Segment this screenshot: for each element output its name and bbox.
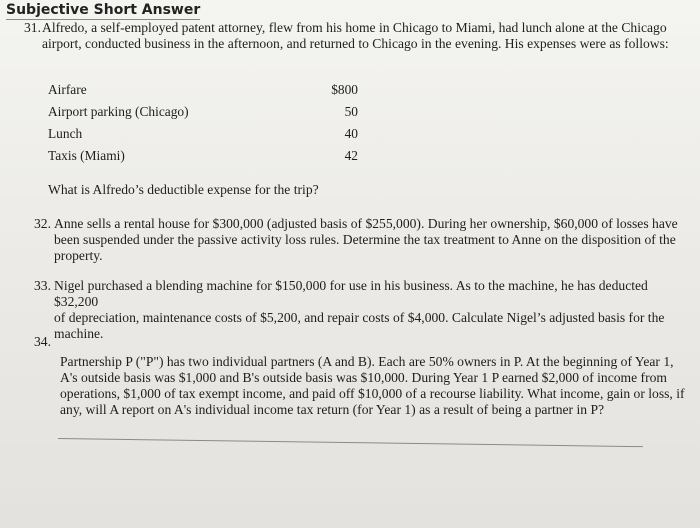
expense-amount: 42	[344, 148, 358, 163]
question-text-line: machine.	[54, 326, 104, 341]
question-text-line: Nigel purchased a blending machine for $150,000 for use in his business. As to the machine, he has deducted $32,200	[54, 278, 648, 309]
question-31	[24, 20, 694, 52]
expense-amount: 50	[344, 104, 358, 119]
question-text-line: Partnership P ("P") has two individual partners (A and B). Each are 50% owners in P. At the beginning of Year 1,	[60, 354, 674, 369]
question-number: 33.	[34, 278, 51, 293]
expense-label: Lunch	[48, 126, 83, 141]
question-number: 34.	[34, 334, 51, 349]
question-text-line: any, will A report on A's individual income tax return (for Year 1) as a result of being a partner in P?	[60, 402, 605, 417]
expense-label: Airport parking (Chicago)	[48, 104, 189, 119]
question-text-line: of depreciation, maintenance costs of $5,200, and repair costs of $4,000. Calculate Nigel’s adjusted basis for the	[54, 310, 665, 325]
answer-line	[58, 438, 643, 447]
question-text-line: been suspended under the passive activity loss rules. Determine the tax treatment to Anne on the disposition of the	[54, 232, 676, 247]
question-number: 31.	[24, 20, 41, 35]
expense-row	[48, 126, 358, 148]
question-text-line: Alfredo, a self-employed patent attorney, flew from his home in Chicago to Miami, had lunch alone at the Chicago	[42, 20, 667, 35]
question-34	[34, 334, 694, 418]
expense-row	[48, 148, 358, 170]
question-text-line: airport, conducted business in the afternoon, and returned to Chicago in the evening. His expenses were as follows:	[42, 36, 669, 51]
question-text-line: A's outside basis was $1,000 and B's outside basis was $10,000. During Year 1 P earned $2,000 of income from	[60, 370, 667, 385]
question-prompt: What is Alfredo’s deductible expense for the trip?	[48, 182, 319, 197]
question-32	[34, 216, 694, 264]
expense-amount: 40	[344, 126, 358, 141]
expense-label: Taxis (Miami)	[48, 148, 125, 163]
expense-row	[48, 104, 358, 126]
expense-amount: $800	[331, 82, 358, 97]
question-text-line: property.	[54, 248, 103, 263]
section-title: Subjective Short Answer	[6, 2, 201, 18]
expense-label: Airfare	[48, 82, 87, 97]
question-text-line: operations, $1,000 of tax exempt income, and paid off $10,000 of a recourse liability. What income, gain or loss, if	[60, 386, 685, 401]
expense-list	[48, 82, 358, 170]
question-text-line: Anne sells a rental house for $300,000 (adjusted basis of $255,000). During her ownership, $60,000 of losses have	[54, 216, 678, 231]
question-33	[34, 278, 694, 342]
expense-row	[48, 82, 358, 104]
question-number: 32.	[34, 216, 51, 231]
